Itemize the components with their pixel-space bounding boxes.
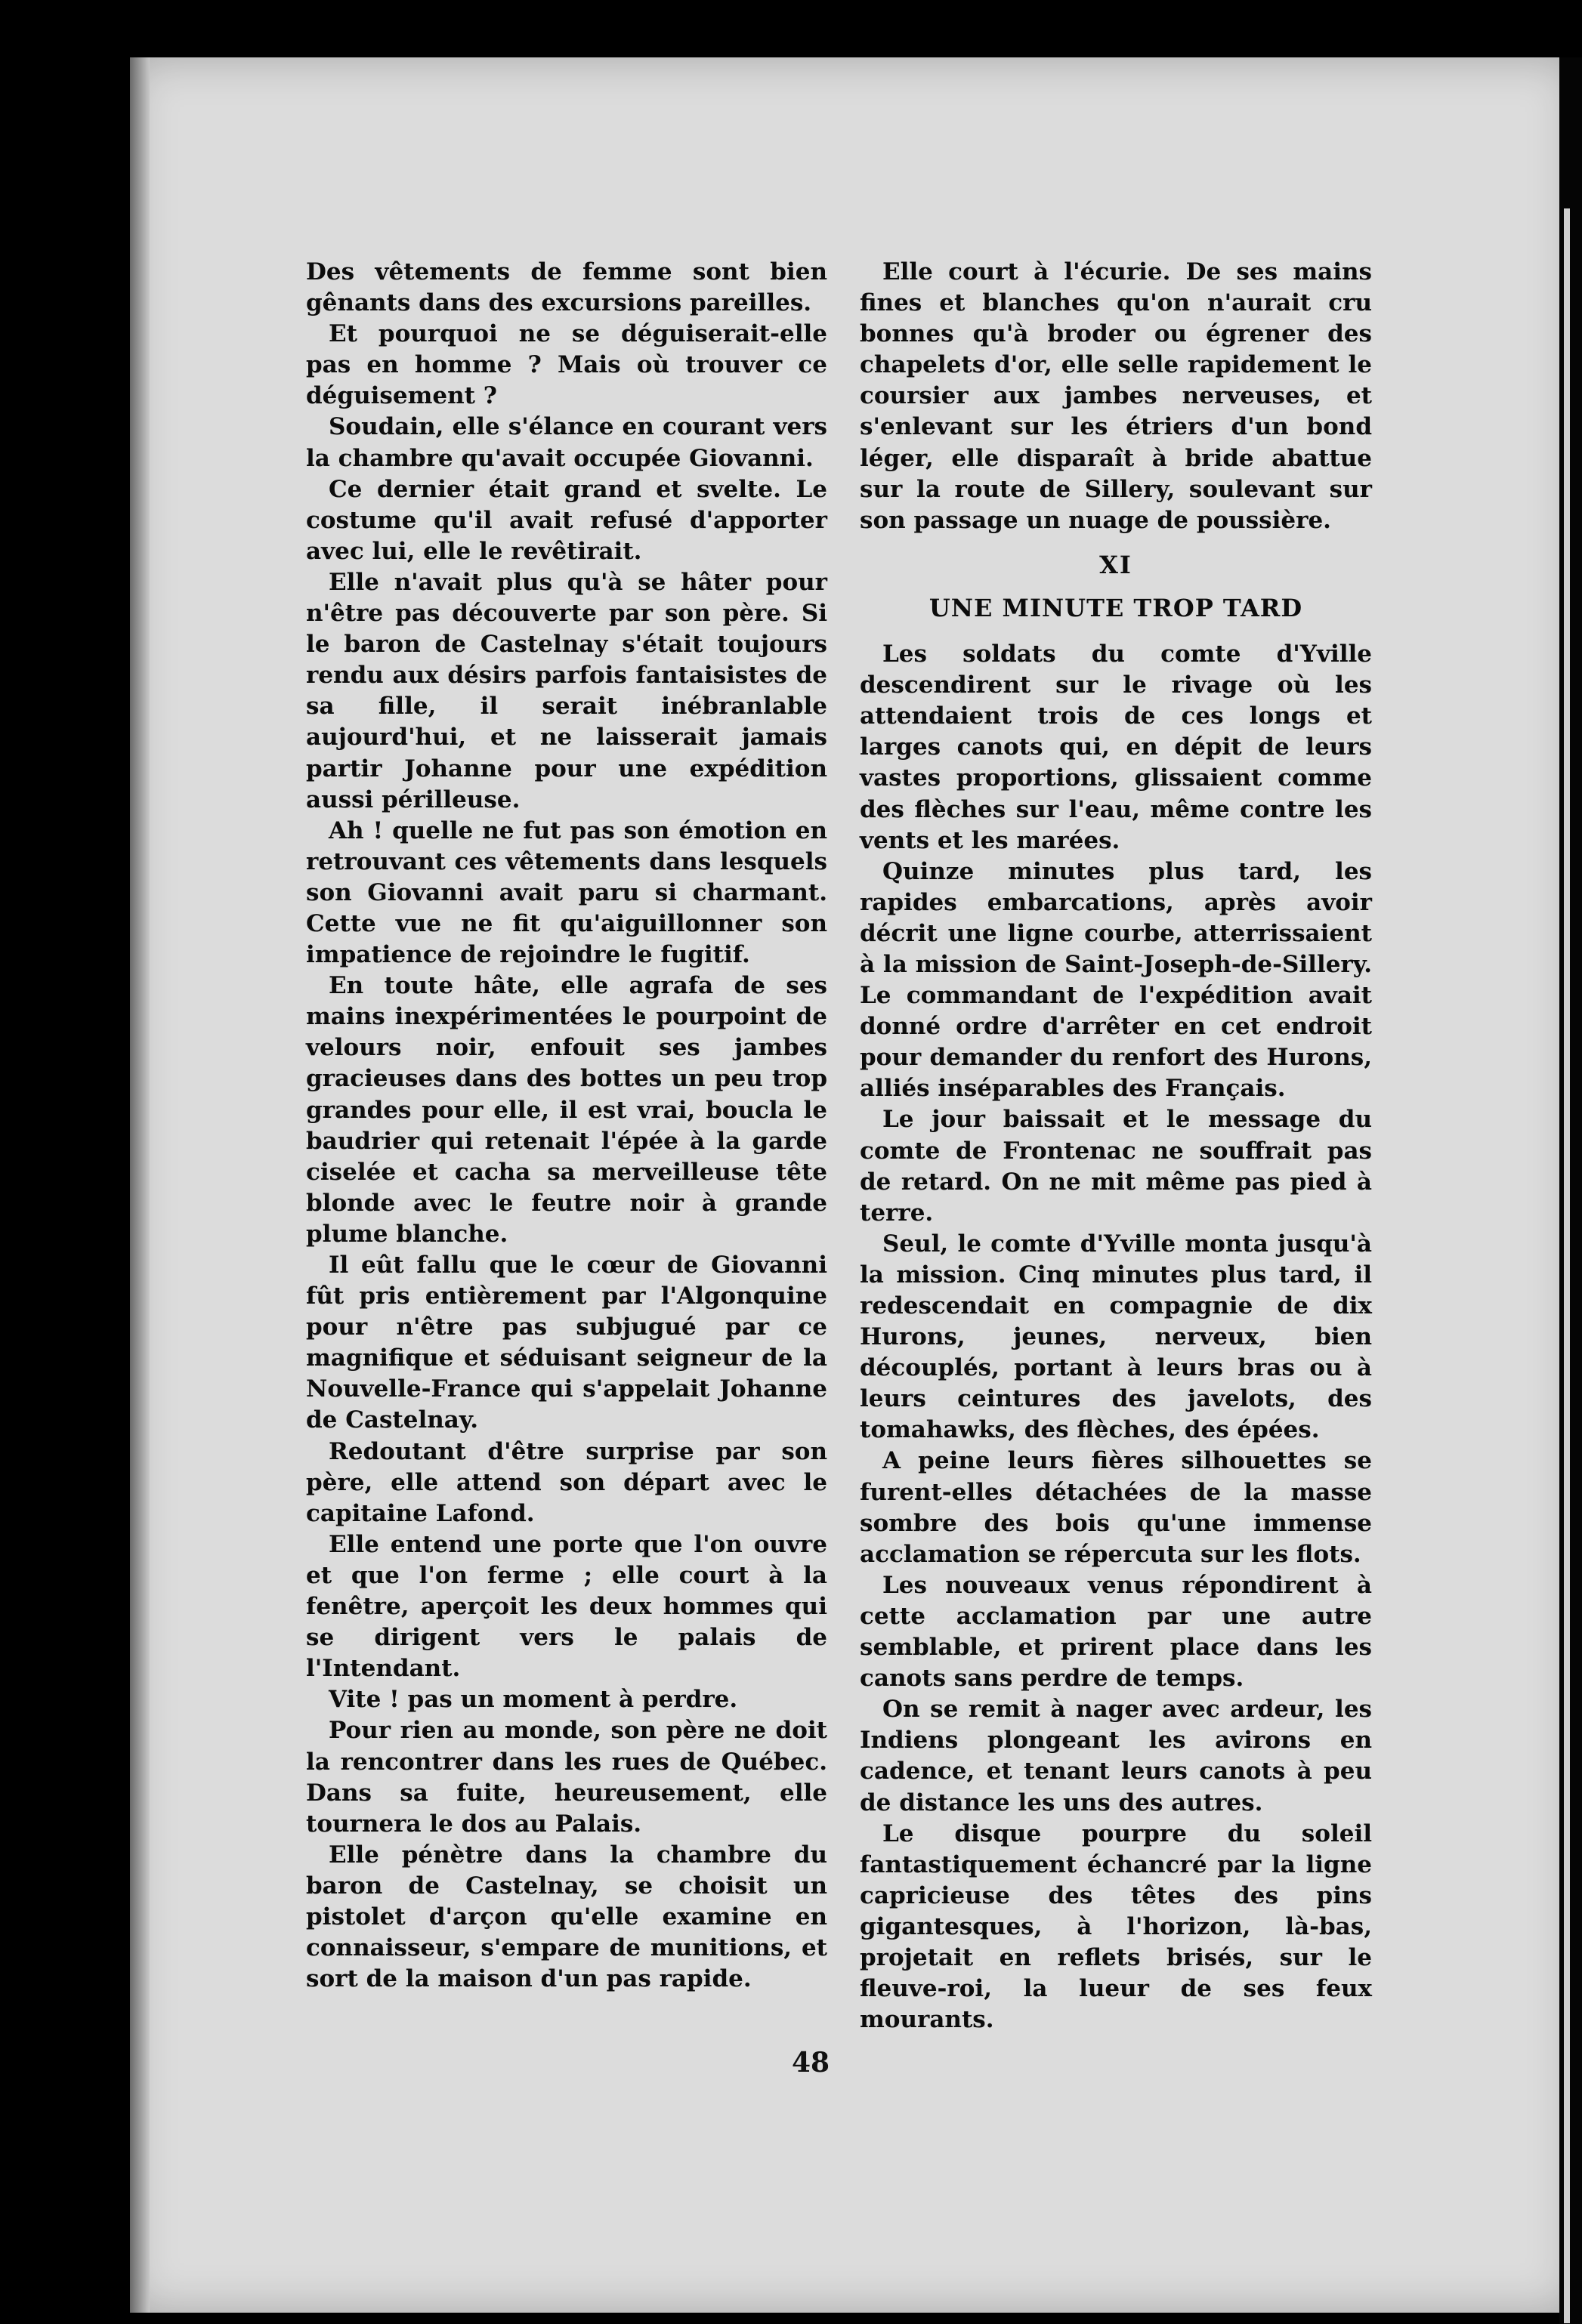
paragraph: Le jour baissait et le message du comte de Frontenac ne souffrait pas de retard. On ne mit même pas pied à terre. [860, 1106, 1372, 1227]
paragraph: Les nouveaux venus répondirent à cette acclamation par une autre semblable, et prirent place dans les canots sans perdre de temps. [860, 1571, 1372, 1693]
paragraph: Seul, le comte d'Yville monta jusqu'à la mission. Cinq minutes plus tard, il redescendait en compagnie de dix Hurons, jeunes, nerveux, bien découplés, portant à leurs bras ou à leurs ceintures des javelots, des tomahawks, des flèches, des épées. [860, 1230, 1372, 1444]
right-text-column [860, 257, 1372, 2035]
paragraph: Vite ! pas un moment à perdre. [329, 1686, 738, 1714]
paragraph: Elle n'avait plus qu'à se hâter pour n'être pas découverte par son père. Si le baron de Castelnay s'était toujours rendu aux désirs parfois fantaisistes de sa fille, il serait inébranlable aujourd'hui, et ne laisserait jamais partir Johanne pour une expédition aussi périlleuse. [306, 568, 827, 813]
chapter-number: XI [1099, 550, 1132, 579]
scan-border [1559, 57, 1582, 2324]
page-binding-shadow [130, 57, 150, 2313]
paragraph: En toute hâte, elle agrafa de ses mains inexpérimentées le pourpoint de velours noir, enfouit ses jambes gracieuses dans des bottes un peu trop grandes pour elle, il est vrai, boucla le baudrier qui retenait l'épée à la garde ciselée et cacha sa merveilleuse tête blonde avec le feutre noir à grande plume blanche. [306, 972, 827, 1248]
paragraph: Redoutant d'être surprise par son père, elle attend son départ avec le capitaine Lafond. [306, 1437, 827, 1527]
paragraph: Pour rien au monde, son père ne doit la rencontrer dans les rues de Québec. Dans sa fuite, heureusement, elle tournera le dos au Palais. [306, 1717, 827, 1838]
paragraph: On se remit à nager avec ardeur, les Indiens plongeant les avirons en cadence, et tenant leurs canots à peu de distance les uns des autres. [860, 1696, 1372, 1816]
paragraph: Le disque pourpre du soleil fantastiquement échancré par la ligne capricieuse des têtes des pins gigantesques, à l'horizon, là-bas, projetait en reflets brisés, sur le fleuve-roi, la lueur de ses feux mourants. [860, 1819, 1372, 2034]
paragraph: Quinze minutes plus tard, les rapides embarcations, après avoir décrit une ligne courbe, atterrissaient à la mission de Saint-Joseph-de-Sillery. Le commandant de l'expédition avait donné ordre d'arrêter en cet endroit pour demander du renfort des Hurons, alliés inséparables des Français. [860, 857, 1372, 1103]
paragraph: Des vêtements de femme sont bien gênants dans des excursions pareilles. [306, 258, 827, 317]
page-number: 48 [792, 2047, 830, 2079]
paragraph: Et pourquoi ne se déguiserait-elle pas en homme ? Mais où trouver ce déguisement ? [306, 320, 827, 410]
paragraph: Il eût fallu que le cœur de Giovanni fût pris entièrement par l'Algonquine pour n'être pas subjugué par ce magnifique et séduisant seigneur de la Nouvelle-France qui s'appelait Johanne de Castelnay. [306, 1252, 827, 1434]
paragraph: A peine leurs fières silhouettes se furent-elles détachées de la masse sombre des bois qu'une immense acclamation se répercuta sur les flots. [860, 1447, 1372, 1568]
paragraph: Soudain, elle s'élance en courant vers la chambre qu'avait occupée Giovanni. [306, 413, 827, 472]
paragraph: Ah ! quelle ne fut pas son émotion en retrouvant ces vêtements dans lesquels son Giovanni avait paru si charmant. Cette vue ne fit qu'aiguillonner son impatience de rejoindre le fugitif. [306, 816, 827, 969]
paragraph: Ce dernier était grand et svelte. Le costume qu'il avait refusé d'apporter avec lui, elle le revêtirait. [306, 475, 827, 565]
paragraph: Elle court à l'écurie. De ses mains fines et blanches qu'on n'aurait cru bonnes qu'à broder ou égrener des chapelets d'or, elle selle rapidement le coursier aux jambes nerveuses, et s'enlevant sur les étriers d'un bond léger, elle disparaît à bride abattue sur la route de Sillery, soulevant sur son passage un nuage de poussière. [860, 258, 1372, 534]
paragraph: Elle pénètre dans la chambre du baron de Castelnay, se choisit un pistolet d'arçon qu'elle examine en connaisseur, s'empare de munitions, et sort de la maison d'un pas rapide. [306, 1841, 827, 1993]
chapter-title: UNE MINUTE TROP TARD [928, 593, 1303, 622]
paragraph: Les soldats du comte d'Yville descendirent sur le rivage où les attendaient trois de ces longs et larges canots qui, en dépit de leurs vastes proportions, glissaient comme des flèches sur l'eau, même contre les vents et les marées. [860, 640, 1372, 854]
scan-edge-line [1564, 208, 1570, 2323]
paragraph: Elle entend une porte que l'on ouvre et que l'on ferme ; elle court à la fenêtre, aperçoit les deux hommes qui se dirigent vers le palais de l'Intendant. [306, 1530, 827, 1683]
left-text-column [306, 257, 827, 1995]
